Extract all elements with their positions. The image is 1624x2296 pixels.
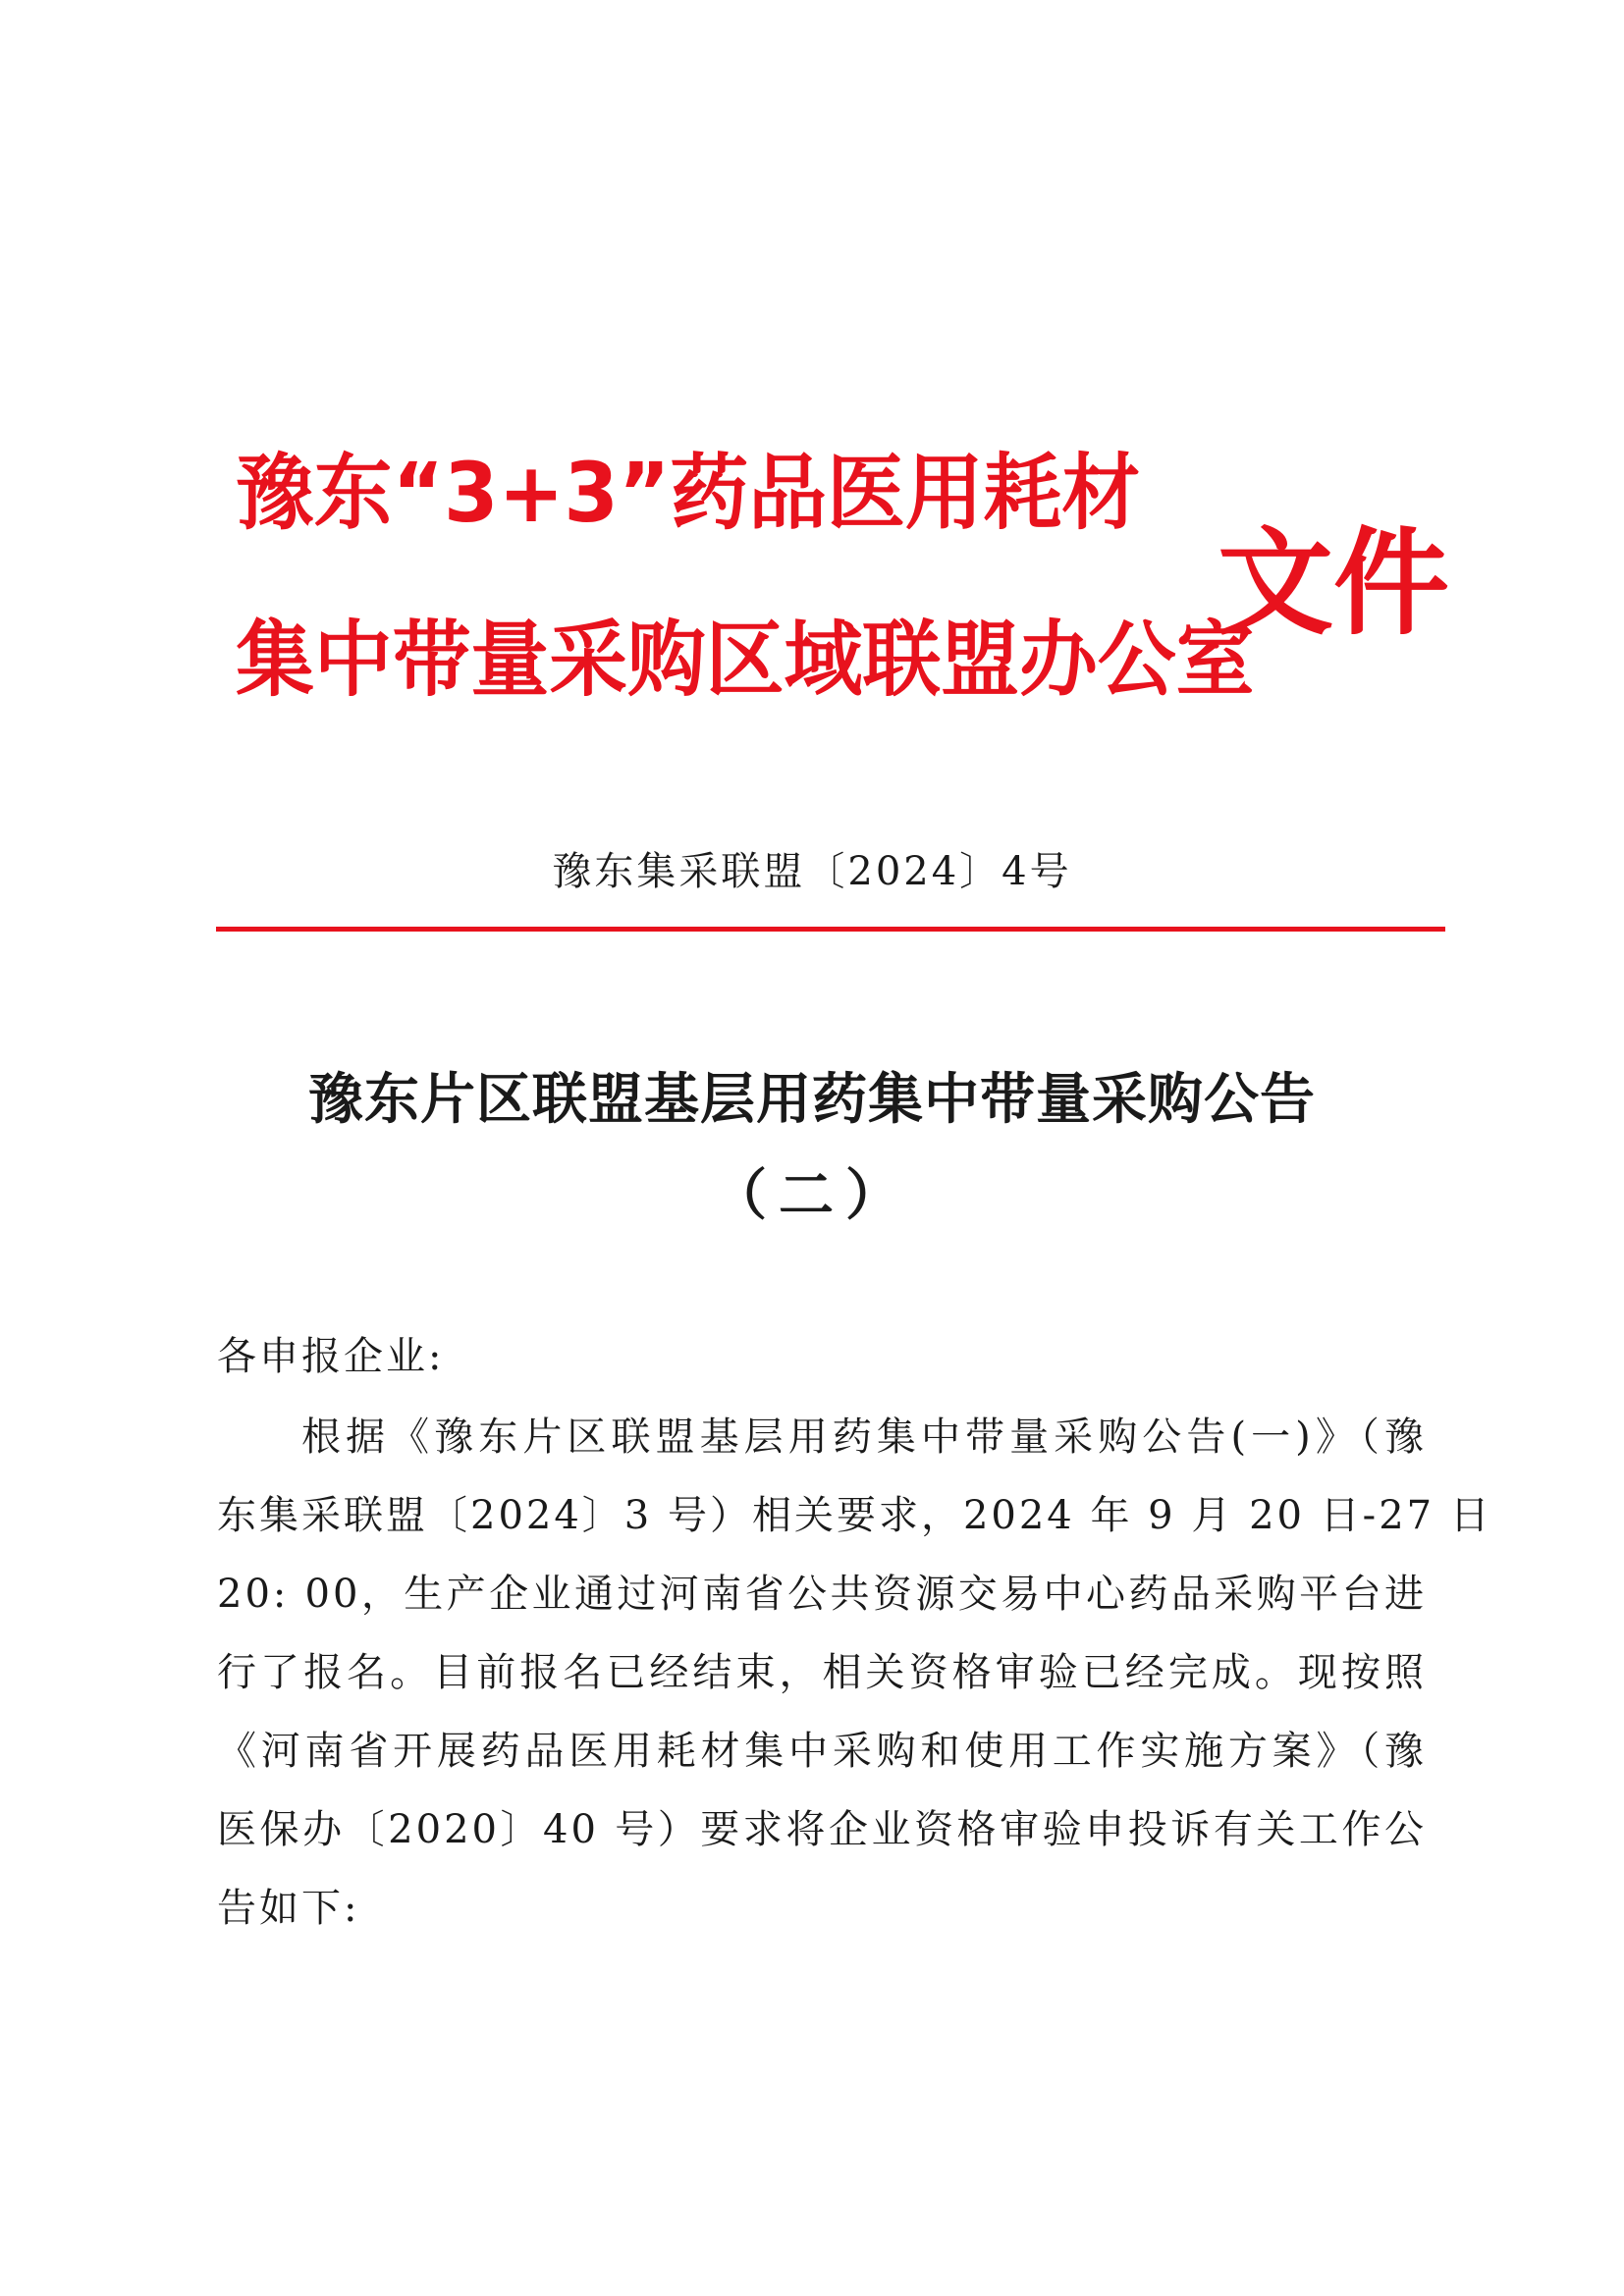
announcement-subtitle: （二） [712,1163,912,1228]
document-number: 豫东集采联盟〔2024〕4号 [552,849,1072,894]
body-line: 告如下: [217,1886,360,1931]
body-line: 20: 00，生产企业通过河南省公共资源交易中心药品采购平台进 [217,1572,1427,1617]
body-line: 东集采联盟〔2024〕3 号）相关要求，2024 年 9 月 20 日-27 日 [217,1493,1492,1538]
body-line: 根据《豫东片区联盟基层用药集中带量采购公告(一)》（豫 [301,1415,1427,1460]
body-paragraph [217,1398,1492,1948]
red-divider [216,927,1445,932]
body-line: 医保办〔2020〕40 号）要求将企业资格审验申投诉有关工作公 [217,1807,1427,1852]
announcement-title: 豫东片区联盟基层用药集中带量采购公告 [308,1067,1316,1132]
issuing-org-line-1: 豫东“3+3”药品医用耗材 [236,445,1141,541]
body-line: 《河南省开展药品医用耗材集中采购和使用工作实施方案》（豫 [217,1729,1427,1774]
body-line: 行了报名。目前报名已经结束，相关资格审验已经完成。现按照 [217,1650,1427,1695]
document-header [236,432,1453,746]
issuing-org-line-2: 集中带量采购区域联盟办公室 [236,612,1255,708]
salutation: 各申报企业: [217,1334,445,1379]
document-type-label: 文件 [1218,515,1450,651]
